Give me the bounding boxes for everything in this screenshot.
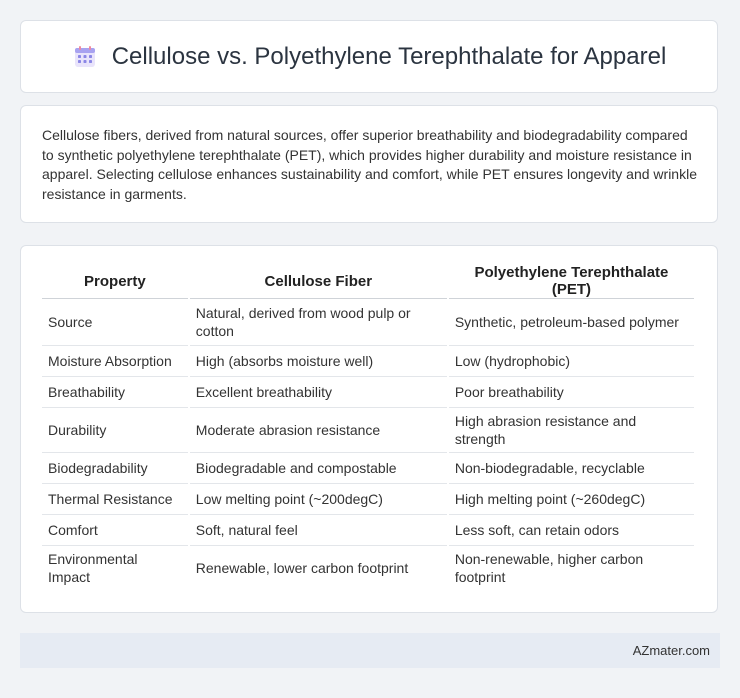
table-cell: Natural, derived from wood pulp or cotton [190, 299, 447, 346]
table-cell: Low (hydrophobic) [449, 346, 694, 377]
table-cell: Environmental Impact [48, 551, 138, 585]
footer-brand: AZmater.com [632, 643, 710, 658]
table-cell: Non-biodegradable, recyclable [449, 453, 694, 484]
table-row [42, 408, 694, 453]
table-cell: Synthetic, petroleum-based polymer [449, 299, 694, 346]
table-cell: Thermal Resistance [42, 484, 188, 515]
table-cell: Moderate abrasion resistance [190, 408, 447, 453]
table-cell: Durability [42, 408, 188, 453]
table-cell: Low melting point (~200degC) [190, 484, 447, 515]
comparison-table-card [20, 245, 718, 613]
table-cell: Biodegradability [42, 453, 188, 484]
column-header: Property [42, 264, 188, 299]
column-header: Cellulose Fiber [190, 264, 447, 299]
comparison-table [40, 264, 696, 590]
table-cell: Excellent breathability [190, 377, 447, 408]
table-cell: High abrasion resistance and strength [449, 408, 694, 453]
table-row [42, 377, 694, 408]
table-cell: High (absorbs moisture well) [190, 346, 447, 377]
table-row [42, 515, 694, 546]
table-cell: Moisture Absorption [42, 346, 188, 377]
summary-text: Cellulose fibers, derived from natural sources, offer superior breathability and biodegradability compared to synthetic polyethylene terephthalate (PET), which provides higher durability and moisture resistance in apparel. Selecting cellulose enhances sustainability and comfort, while PET ensures longevity and wrinkle resistance in garments. [42, 127, 697, 202]
table-cell: Poor breathability [449, 377, 694, 408]
table-row [42, 546, 694, 590]
column-header: Polyethylene Terephthalate (PET) [449, 264, 694, 299]
table-row [42, 346, 694, 377]
footer [20, 633, 720, 668]
table-cell: Source [42, 299, 188, 346]
table-cell: Non-renewable, higher carbon footprint [454, 551, 644, 585]
table-cell: Comfort [42, 515, 188, 546]
page-title: Cellulose vs. Polyethylene Terephthalate for Apparel [111, 42, 667, 70]
table-cell: High melting point (~260degC) [449, 484, 694, 515]
table-row [42, 299, 694, 346]
table-cell: Renewable, lower carbon footprint [195, 560, 409, 576]
table-cell: Soft, natural feel [190, 515, 447, 546]
table-row [42, 484, 694, 515]
table-cell: Less soft, can retain odors [449, 515, 694, 546]
title-card [20, 20, 718, 93]
table-cell: Breathability [42, 377, 188, 408]
summary-card [20, 105, 718, 223]
table-cell: Biodegradable and compostable [190, 453, 447, 484]
calendar-grid-icon [72, 44, 98, 70]
table-header-row [42, 264, 694, 299]
table-row [42, 453, 694, 484]
